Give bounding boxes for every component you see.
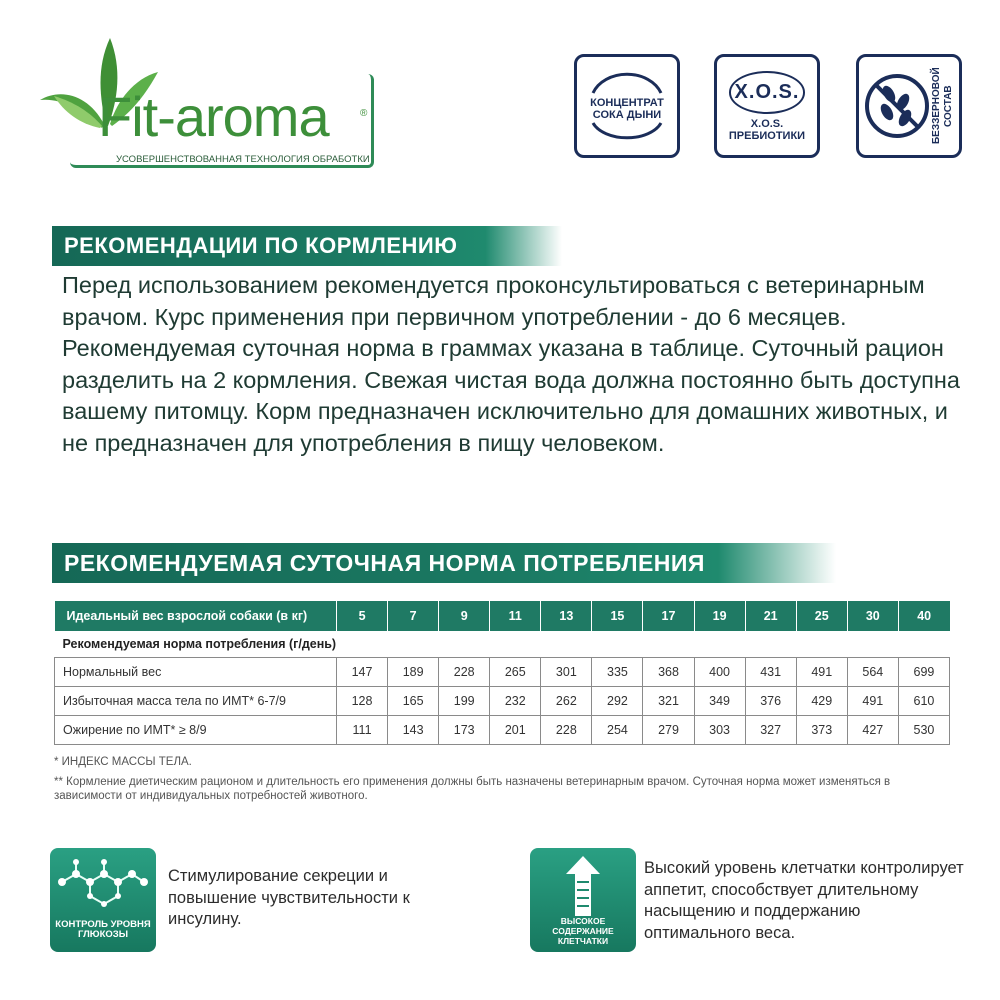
table-cell: 228: [541, 715, 592, 744]
table-header-weight: 5: [337, 601, 388, 631]
footnote-bmi: * ИНДЕКС МАССЫ ТЕЛА.: [54, 756, 192, 768]
table-cell: 143: [388, 715, 439, 744]
badge-melon-juice-label: КОНЦЕНТРАТ СОКА ДЫНИ: [590, 97, 664, 121]
feature-glucose-icon-tile: [50, 848, 156, 952]
table-cell: 368: [643, 657, 694, 686]
table-header-weight: 21: [745, 601, 796, 631]
table-header-weight: 11: [490, 601, 541, 631]
no-grain-icon: [863, 72, 931, 140]
registered-mark: ®: [360, 108, 368, 119]
table-header-weight: 40: [898, 601, 949, 631]
table-cell: 265: [490, 657, 541, 686]
table-cell: 165: [388, 686, 439, 715]
badge-xos-label: X.O.S. ПРЕБИОТИКИ: [728, 117, 806, 142]
table-cell: 610: [898, 686, 949, 715]
badge-grain-free-label: БЕЗЗЕРНОВОЙ СОСТАВ: [931, 67, 954, 145]
table-row: [55, 686, 950, 715]
table-cell: 173: [439, 715, 490, 744]
table-cell: 199: [439, 686, 490, 715]
badge-melon-juice: [574, 54, 680, 158]
table-cell: 427: [847, 715, 898, 744]
table-header-weight: 30: [847, 601, 898, 631]
table-subheader-row: [55, 631, 950, 657]
table-cell: 530: [898, 715, 949, 744]
table-cell: 232: [490, 686, 541, 715]
table-header-row: [55, 601, 950, 631]
table-cell: 564: [847, 657, 898, 686]
table-cell: 301: [541, 657, 592, 686]
table-cell: 254: [592, 715, 643, 744]
table-row-label: Избыточная масса тела по ИМТ* 6-7/9: [55, 686, 337, 715]
badge-xos: [714, 54, 820, 158]
table-cell: 429: [796, 686, 847, 715]
table-cell: 335: [592, 657, 643, 686]
norm-heading: РЕКОМЕНДУЕМАЯ СУТОЧНАЯ НОРМА ПОТРЕБЛЕНИЯ: [52, 543, 836, 583]
table-cell: 431: [745, 657, 796, 686]
melon-juice-arc-icon: [587, 121, 667, 145]
table-header-weight: 25: [796, 601, 847, 631]
table-cell: 189: [388, 657, 439, 686]
table-cell: 327: [745, 715, 796, 744]
table-header-label: Идеальный вес взрослой собаки (в кг): [55, 601, 337, 631]
brand-tagline: УСОВЕРШЕНСТВОВАННАЯ ТЕХНОЛОГИЯ ОБРАБОТКИ: [116, 154, 370, 165]
feature-fiber-text: Высокий уровень клетчатки контролирует аппетит, способствует длительному насыщению и поддержанию оптимального веса.: [644, 859, 964, 942]
table-row: [55, 715, 950, 744]
up-arrow-icon: [530, 852, 636, 922]
glucose-molecule-icon: [50, 852, 156, 922]
table-cell: 228: [439, 657, 490, 686]
table-cell: 491: [847, 686, 898, 715]
feature-glucose-label: КОНТРОЛЬ УРОВНЯ ГЛЮКОЗЫ: [55, 919, 151, 940]
table-row: [55, 657, 950, 686]
table-cell: 699: [898, 657, 949, 686]
table-cell: 321: [643, 686, 694, 715]
feeding-heading: РЕКОМЕНДАЦИИ ПО КОРМЛЕНИЮ: [52, 226, 562, 266]
badge-grain-free: [856, 54, 962, 158]
feature-fiber-icon-tile: [530, 848, 636, 952]
table-cell: 201: [490, 715, 541, 744]
table-cell: 292: [592, 686, 643, 715]
table-cell: 279: [643, 715, 694, 744]
table-cell: 303: [694, 715, 745, 744]
fit-aroma-logo: [40, 28, 370, 165]
melon-juice-icon: [587, 67, 667, 97]
brand-name: Fit-aroma: [98, 85, 329, 148]
table-row-label: Нормальный вес: [55, 657, 337, 686]
table-cell: 373: [796, 715, 847, 744]
table-header-weight: 7: [388, 601, 439, 631]
table-subheader-label: Рекомендуемая норма потребления (г/день): [62, 636, 337, 651]
feeding-text: Перед использованием рекомендуется проконсультироваться с ветеринарным врачом. Курс применения при первичном употреблении - до 6 месяцев. Рекомендуемая суточная норма в граммах указана в таблице. Суточный рацион разделить на 2 кормления. Свежая чистая вода должна постоянно быть доступна вашему питомцу. Корм предназначен исключительно для домашних животных, и не предназначен для употребления в пищу человеком.: [62, 272, 960, 456]
footnote-diet: ** Кормление диетическим рационом и длительность его применения должны быть назначены ветеринарным врачом. Суточная норма может изменяться в зависимости от индивидуальных потребностей животного.: [54, 776, 891, 802]
feeding-norm-table: [54, 601, 950, 745]
table-cell: 491: [796, 657, 847, 686]
table-cell: 400: [694, 657, 745, 686]
table-cell: 111: [337, 715, 388, 744]
table-header-weight: 17: [643, 601, 694, 631]
prebiotic-icon: X.O.S.: [729, 71, 806, 114]
table-header-weight: 13: [541, 601, 592, 631]
table-cell: 262: [541, 686, 592, 715]
table-header-weight: 19: [694, 601, 745, 631]
feature-glucose-text: Стимулирование секреции и повышение чувствительности к инсулину.: [168, 867, 410, 928]
table-cell: 147: [337, 657, 388, 686]
table-cell: 349: [694, 686, 745, 715]
feature-fiber-label: ВЫСОКОЕ СОДЕРЖАНИЕ КЛЕТЧАТКИ: [552, 916, 614, 946]
table-header-weight: 15: [592, 601, 643, 631]
table-cell: 376: [745, 686, 796, 715]
table-cell: 128: [337, 686, 388, 715]
table-row-label: Ожирение по ИМТ* ≥ 8/9: [55, 715, 337, 744]
table-header-weight: 9: [439, 601, 490, 631]
